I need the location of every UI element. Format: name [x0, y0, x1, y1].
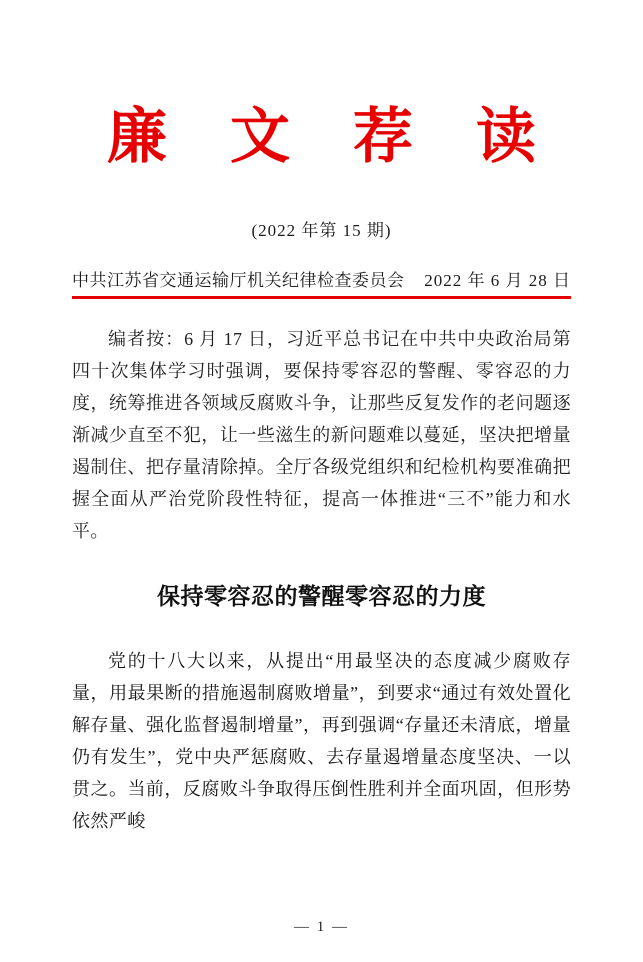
editor-note: 编者按：6 月 17 日，习近平总书记在中共中央政治局第四十次集体学习时强调，要保持零容忍的警醒、零容忍的力度，统筹推进各领域反腐败斗争，让那些反复发作的老问题逐渐减少直至不犯，让一些滋生的新问题难以蔓延，坚决把增量遏制住、把存量清除掉。全厅各级党组织和纪检机构要准确把握全面从严治党阶段性特征，提高一体推进“三不”能力和水平。: [72, 329, 571, 541]
page-number: — 1 —: [294, 919, 349, 935]
document-page: [0, 104, 643, 962]
red-divider-rule: [72, 296, 571, 299]
article-body-paragraph: 党的十八大以来，从提出“用最坚决的态度减少腐败存量，用最果断的措施遏制腐败增量”，到要求“通过有效处置化解存量、强化监督遏制增量”，再到强调“存量还未清底，增量仍有发生”，党中央严惩腐败、去存量遏增量态度坚决、一以贯之。当前，反腐败斗争取得压倒性胜利并全面巩固，但形势依然严峻: [72, 651, 571, 831]
organization-name: 中共江苏省交通运输厅机关纪律检查委员会: [72, 271, 405, 290]
issue-line: (2022 年第 15 期): [251, 221, 392, 240]
header-row: [72, 266, 571, 291]
article-title: 保持零容忍的警醒零容忍的力度: [157, 584, 486, 609]
masthead-title: 廉 文 荐 读: [107, 104, 560, 170]
issue-date: 2022 年 6 月 28 日: [424, 271, 571, 290]
